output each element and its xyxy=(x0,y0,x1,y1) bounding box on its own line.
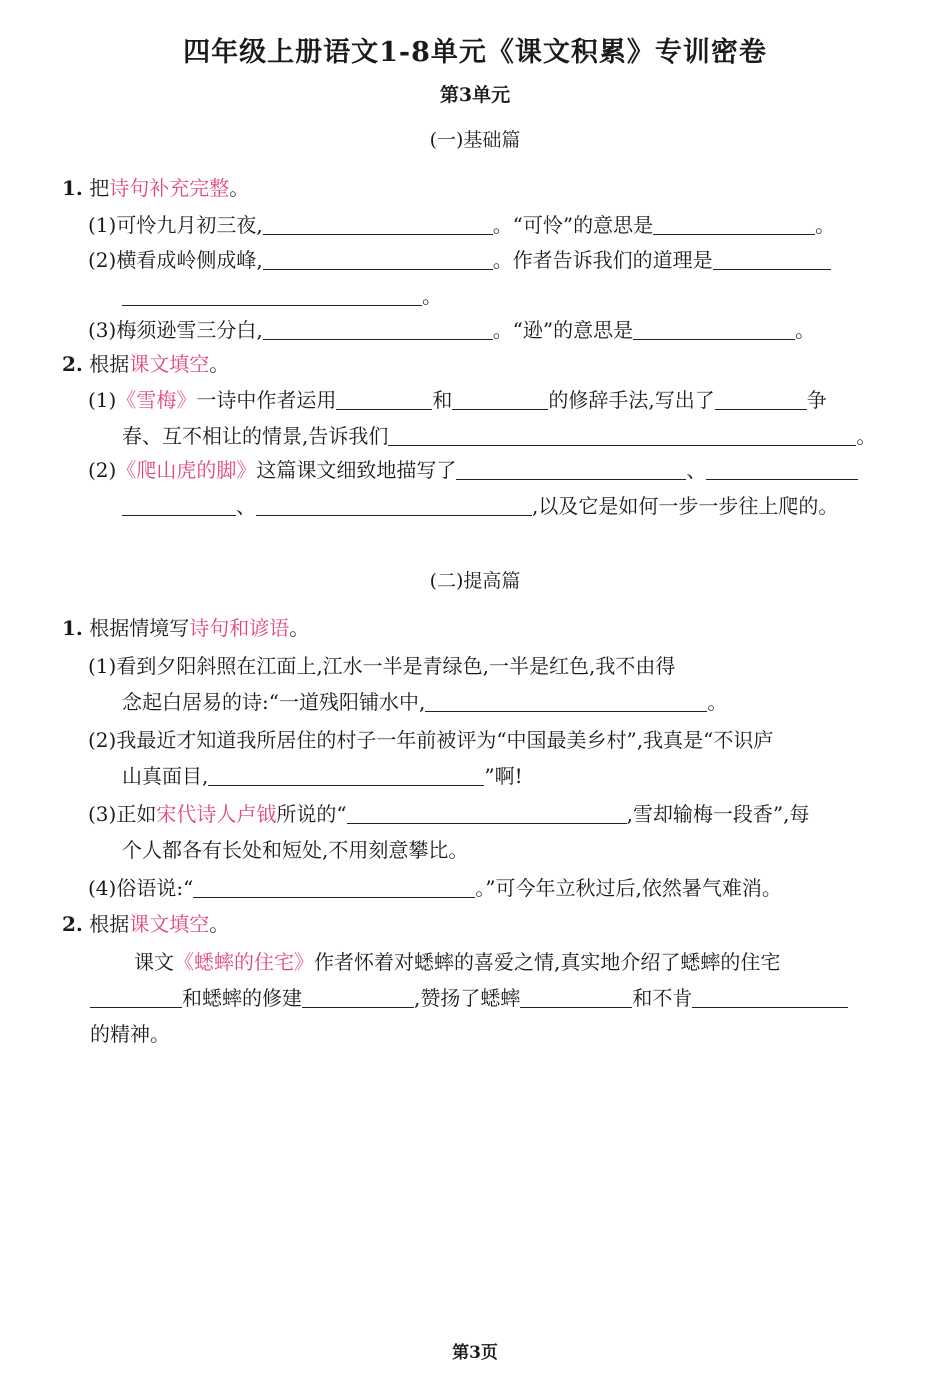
adv-q2-para-cont xyxy=(90,984,848,1012)
item-highlight: 《雪梅》 xyxy=(116,388,197,412)
unit-title: 第3单元 xyxy=(439,84,511,106)
item-text: 一诗中作者运用 xyxy=(196,388,337,412)
stem-text: 根据情境写 xyxy=(89,616,190,640)
basic-q2-item1 xyxy=(88,386,827,414)
answer-blank[interactable] xyxy=(302,987,414,1008)
stem-text: 。 xyxy=(289,616,310,640)
answer-blank[interactable] xyxy=(633,319,795,340)
question-number: 1. xyxy=(62,616,83,640)
answer-blank[interactable] xyxy=(653,214,815,235)
item-text: ”啊! xyxy=(484,764,523,788)
item-text: 春、互不相让的情景,告诉我们 xyxy=(122,424,389,448)
item-text: 念起白居易的诗:“一道残阳铺水中, xyxy=(122,690,426,714)
item-text: 课文 xyxy=(134,950,174,974)
adv-q1-item2 xyxy=(88,726,773,754)
stem-text: 把 xyxy=(89,176,110,200)
stem-text: 根据 xyxy=(89,352,130,376)
item-text: 所说的“ xyxy=(276,802,347,826)
adv-q1-item1 xyxy=(88,652,675,680)
basic-q1-stem xyxy=(62,174,249,202)
item-text: 山真面目, xyxy=(122,764,209,788)
answer-blank[interactable] xyxy=(456,459,686,480)
answer-blank[interactable] xyxy=(520,987,632,1008)
item-text: 。”可今年立秋过后,依然暑气难消。 xyxy=(475,876,782,900)
answer-blank[interactable] xyxy=(706,459,858,480)
basic-q1-item1 xyxy=(88,211,835,239)
answer-blank[interactable] xyxy=(452,389,548,410)
answer-blank[interactable] xyxy=(90,987,182,1008)
question-number: 2. xyxy=(62,352,83,376)
item-text: (1)看到夕阳斜照在江面上,江水一半是青绿色,一半是红色,我不由得 xyxy=(88,654,676,678)
question-number: 1. xyxy=(62,176,83,200)
item-text: 。作者告诉我们的道理是 xyxy=(492,248,713,272)
item-text: 这篇课文细致地描写了 xyxy=(256,458,457,482)
answer-blank[interactable] xyxy=(256,495,532,516)
item-text: 争 xyxy=(806,388,827,412)
item-highlight: 宋代诗人卢钺 xyxy=(156,802,277,826)
item-text: (1) xyxy=(88,388,117,412)
answer-blank[interactable] xyxy=(336,389,432,410)
question-number: 2. xyxy=(62,912,83,936)
basic-q1-item2 xyxy=(88,246,831,274)
answer-blank[interactable] xyxy=(425,691,707,712)
item-text: 。 xyxy=(815,213,836,237)
answer-blank[interactable] xyxy=(692,987,848,1008)
item-text: ,雪却输梅一段香”,每 xyxy=(626,802,810,826)
answer-blank[interactable] xyxy=(122,285,422,306)
basic-q1-item2-cont xyxy=(122,282,442,310)
answer-blank[interactable] xyxy=(388,425,856,446)
item-text: 的修辞手法,写出了 xyxy=(548,388,715,412)
item-text: 。“逊”的意思是 xyxy=(492,318,634,342)
answer-blank[interactable] xyxy=(263,319,493,340)
answer-blank[interactable] xyxy=(715,389,807,410)
item-text: 、 xyxy=(236,494,256,518)
adv-q1-item1-cont xyxy=(122,688,727,716)
item-text: 。 xyxy=(422,284,442,308)
answer-blank[interactable] xyxy=(122,495,236,516)
item-text: 个人都各有长处和短处,不用刻意攀比。 xyxy=(122,838,469,862)
item-text: (2)我最近才知道我所居住的村子一年前被评为“中国最美乡村”,我真是“不识庐 xyxy=(88,728,774,752)
section-advanced-heading: (二)提高篇 xyxy=(429,570,521,592)
item-text: 和不肯 xyxy=(632,986,693,1010)
item-text: (2) xyxy=(88,458,117,482)
item-highlight: 《蟋蟀的住宅》 xyxy=(174,950,314,974)
item-text: ,以及它是如何一步一步往上爬的。 xyxy=(532,494,839,518)
basic-q1-item3 xyxy=(88,316,815,344)
answer-blank[interactable] xyxy=(713,249,831,270)
answer-blank[interactable] xyxy=(193,877,475,898)
adv-q1-item2-cont xyxy=(122,762,523,790)
adv-q2-stem xyxy=(62,910,229,938)
item-text: 。“可怜”的意思是 xyxy=(492,213,654,237)
basic-q2-item1-cont xyxy=(122,422,876,450)
answer-blank[interactable] xyxy=(347,803,627,824)
adv-q1-stem xyxy=(62,614,309,642)
adv-q2-para xyxy=(134,948,780,976)
stem-highlight: 诗句和谚语 xyxy=(189,616,290,640)
item-text: 的精神。 xyxy=(90,1022,170,1046)
item-text: (3)梅须逊雪三分白, xyxy=(88,318,263,342)
item-text: 和蟋蟀的修建 xyxy=(182,986,302,1010)
item-text: (3)正如 xyxy=(88,802,157,826)
section-basic-heading: (一)基础篇 xyxy=(429,129,521,151)
item-highlight: 《爬山虎的脚》 xyxy=(116,458,257,482)
adv-q1-item3-cont xyxy=(122,836,468,864)
item-text: (4)俗语说:“ xyxy=(88,876,194,900)
stem-highlight: 课文填空 xyxy=(129,912,210,936)
item-text: 作者怀着对蟋蟀的喜爱之情,真实地介绍了蟋蟀的住宅 xyxy=(314,950,781,974)
item-text: 。 xyxy=(856,424,877,448)
stem-highlight: 课文填空 xyxy=(129,352,210,376)
adv-q1-item4 xyxy=(88,874,782,902)
basic-q2-item2-cont xyxy=(122,492,838,520)
answer-blank[interactable] xyxy=(263,214,493,235)
item-text: 。 xyxy=(795,318,816,342)
item-text: (2)横看成岭侧成峰, xyxy=(88,248,263,272)
stem-text: 。 xyxy=(209,352,230,376)
answer-blank[interactable] xyxy=(263,249,493,270)
item-text: 和 xyxy=(432,388,453,412)
item-text: 。 xyxy=(707,690,728,714)
stem-text: 。 xyxy=(209,912,230,936)
stem-text: 根据 xyxy=(89,912,130,936)
item-text: (1)可怜九月初三夜, xyxy=(88,213,263,237)
page-title: 四年级上册语文1-8单元《课文积累》专训密卷 xyxy=(183,37,767,68)
basic-q2-stem xyxy=(62,350,229,378)
adv-q2-para-end xyxy=(90,1020,170,1048)
page-number: 第3页 xyxy=(452,1343,498,1363)
answer-blank[interactable] xyxy=(208,765,484,786)
item-text: ,赞扬了蟋蟀 xyxy=(414,986,521,1010)
stem-highlight: 诗句补充完整 xyxy=(109,176,230,200)
basic-q2-item2 xyxy=(88,456,858,484)
item-text: 、 xyxy=(686,458,707,482)
stem-text: 。 xyxy=(229,176,250,200)
adv-q1-item3 xyxy=(88,800,810,828)
